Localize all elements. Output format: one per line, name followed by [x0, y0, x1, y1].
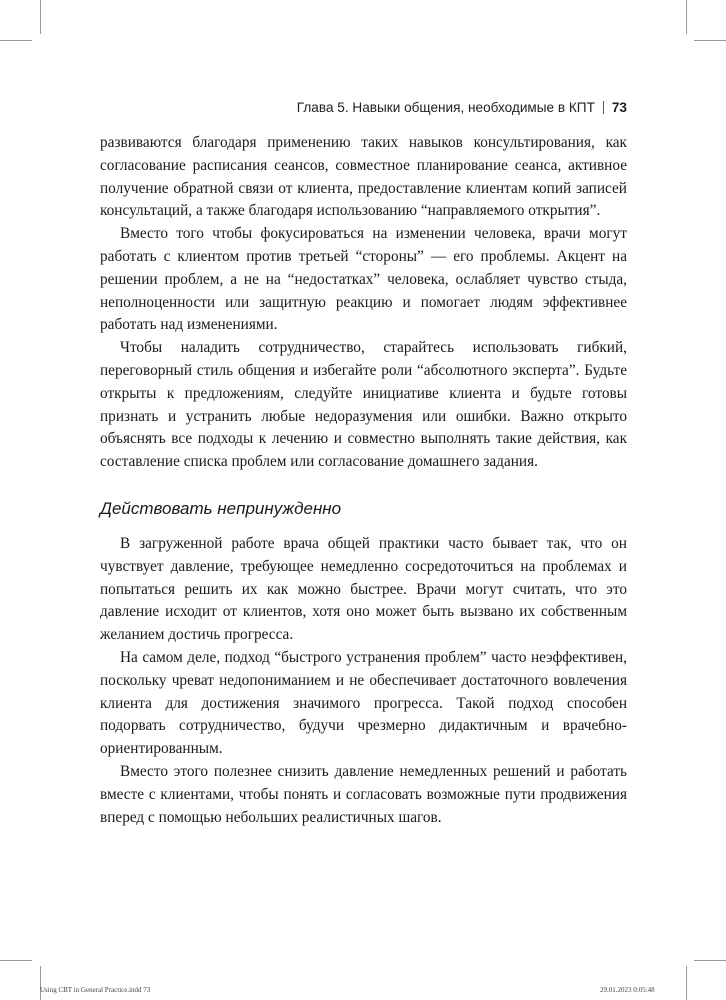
crop-mark-bottom-right-h	[694, 960, 726, 961]
crop-mark-top-left-h	[0, 40, 32, 41]
chapter-title: Глава 5. Навыки общения, необходимые в КПТ	[296, 100, 595, 115]
page-number: 73	[611, 100, 627, 115]
header-separator	[603, 101, 604, 114]
body-paragraph: В загруженной работе врача общей практики часто бывает так, что он чувствует давление, требующее немедленно сосредоточиться на проблемах и попытаться решить их как можно быстрее. Врачи могут считать, что это давление исходит от клиентов, хотя оно может быть вызвано их собственным желанием достичь прогресса.	[100, 534, 627, 644]
body-paragraph: развиваются благодаря применению таких навыков консультирования, как согласование расписания сеансов, совместное планирование сеанса, активное получение обратной связи от клиента, предоставление клиентам копий записей консультаций, а также благодаря использованию “направляемого открытия”.	[100, 134, 627, 220]
body-paragraph: Вместо этого полезнее снизить давление немедленных решений и работать вместе с клиентами, чтобы понять и согласовать возможные пути продвижения вперед с помощью небольших реалистичных шагов.	[100, 762, 627, 826]
body-paragraph: Чтобы наладить сотрудничество, старайтесь использовать гибкий, переговорный стиль общения и избегайте роли “абсолютного эксперта”. Будьте открыты к предложениям, следуйте инициативе клиента и будьте готовы признать и устранить любые недоразумения или ошибки. Важно открыто объяснять все подходы к лечению и совместно выполнять такие действия, как составление списка проблем или согласование домашнего задания.	[100, 339, 627, 471]
crop-mark-bottom-right-v	[686, 966, 687, 1000]
footer-file-name: Using CBT in General Practice.indd 73	[40, 986, 151, 994]
crop-mark-bottom-left-h	[0, 960, 32, 961]
crop-mark-top-right-v	[686, 0, 687, 34]
running-header	[100, 100, 627, 115]
body-paragraph: На самом деле, подход “быстрого устранения проблем” часто неэффективен, поскольку чреват недопониманием и не обеспечивает достаточного вовлечения клиента для достижения значимого прогресса. Такой подход способен подорвать сотрудничество, будучи чрезмерно дидактичным и врачебно-ориентированным.	[100, 648, 627, 758]
footer-timestamp: 29.01.2023 0:05:48	[600, 986, 655, 994]
page-body	[100, 132, 627, 829]
section-heading: Действовать непринужденно	[100, 498, 342, 518]
body-paragraph: Вместо того чтобы фокусироваться на изменении человека, врачи могут работать с клиентом против третьей “стороны” — его проблемы. Акцент на решении проблем, а не на “недостатках” человека, ослабляет чувство стыда, неполноценности или защитную реакцию и помогает людям эффективнее работать над изменениями.	[100, 225, 627, 334]
crop-mark-top-right-h	[694, 40, 726, 41]
crop-mark-bottom-left-v	[40, 966, 41, 1000]
crop-mark-top-left-v	[40, 0, 41, 34]
